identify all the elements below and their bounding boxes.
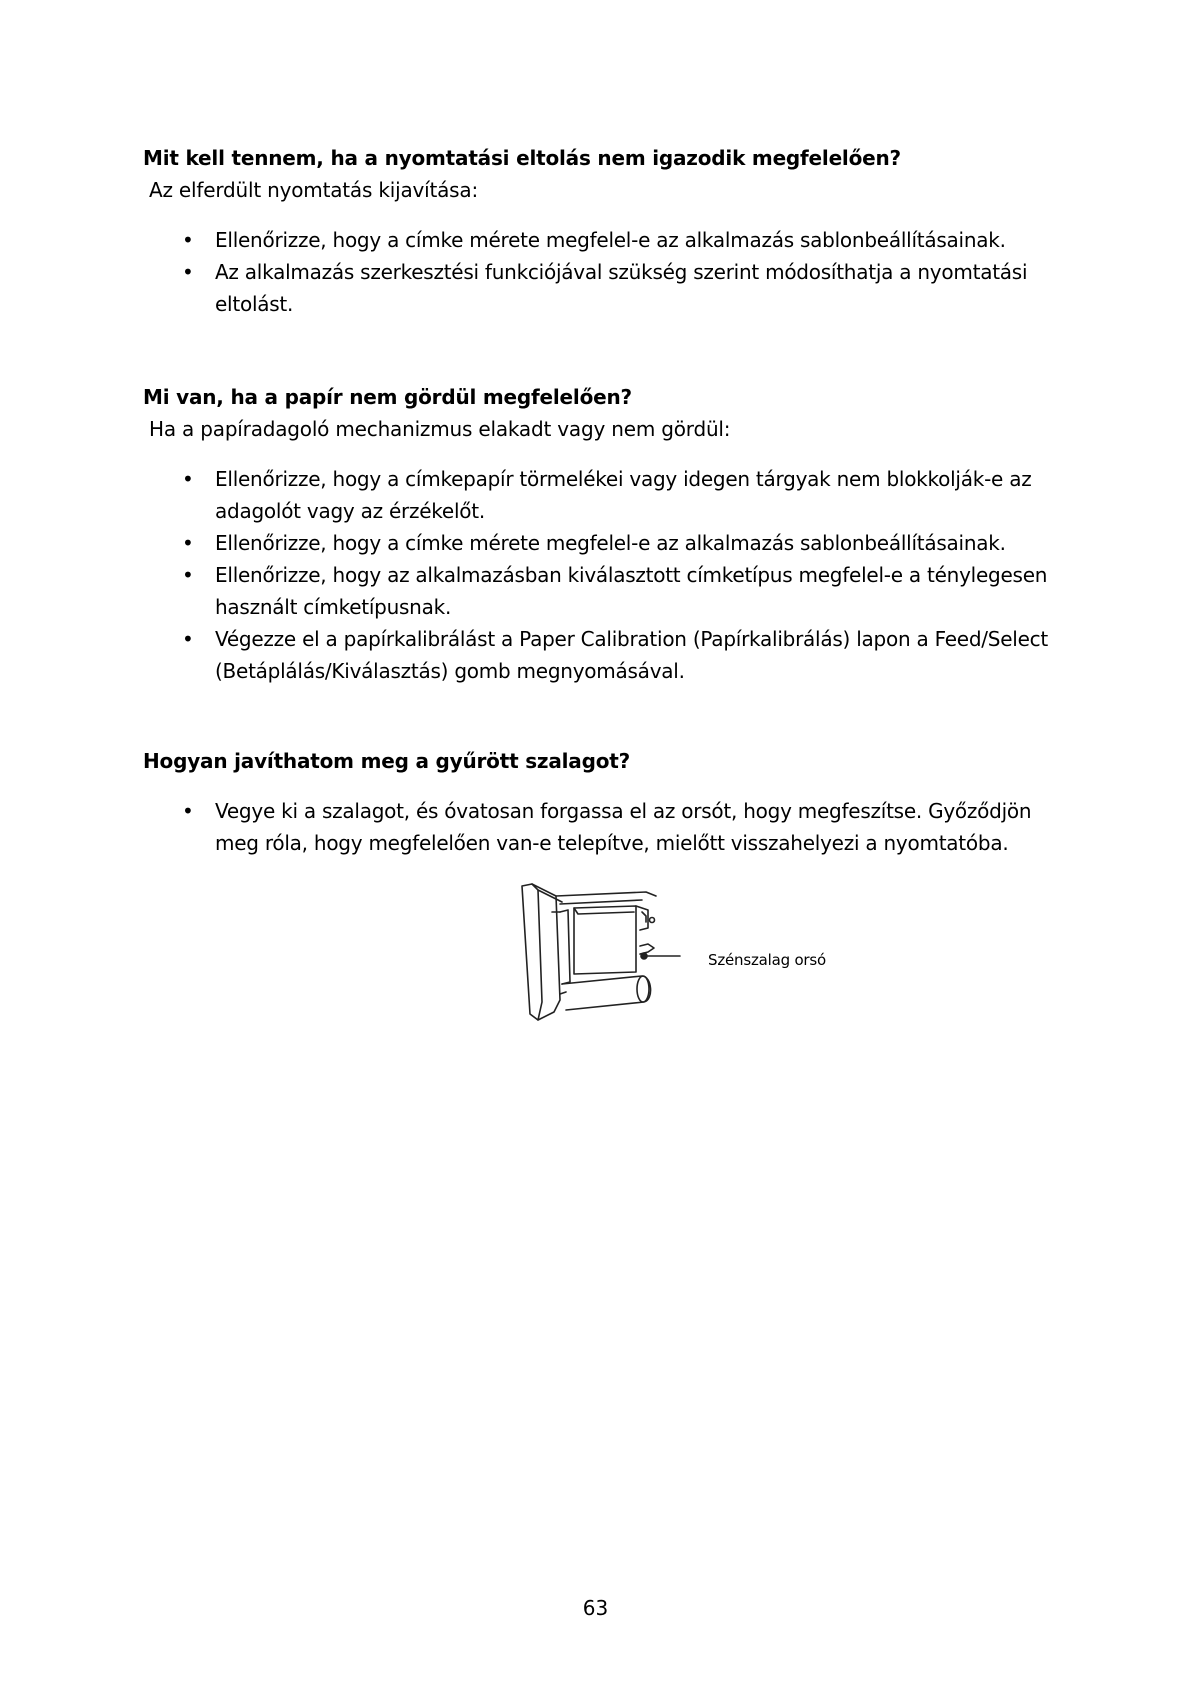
section-heading: Mit kell tennem, ha a nyomtatási eltolás nem igazodik megfelelően? xyxy=(143,146,901,170)
section-heading: Hogyan javíthatom meg a gyűrött szalagot? xyxy=(143,749,631,773)
list-item: • Ellenőrizze, hogy a címke mérete megfelel-e az alkalmazás sablonbeállításainak. xyxy=(143,527,1063,559)
bullet-list xyxy=(143,795,1063,859)
figure-label-ribbon-spool: Szénszalag orsó xyxy=(708,951,826,969)
faq-section-ribbon xyxy=(143,745,1063,859)
bullet-icon: • xyxy=(182,799,194,823)
bullet-list xyxy=(143,463,1063,687)
list-item: • Vegye ki a szalagot, és óvatosan forgassa el az orsót, hogy megfeszítse. Győződjön meg róla, hogy megfelelően van-e telepítve, mielőtt visszahelyezi a nyomtatóba. xyxy=(143,795,1063,859)
bullet-list xyxy=(143,224,1063,320)
section-intro: Ha a papíradagoló mechanizmus elakadt vagy nem gördül: xyxy=(149,417,731,441)
bullet-icon: • xyxy=(182,467,194,491)
page-number: 63 xyxy=(582,1596,609,1620)
bullet-icon: • xyxy=(182,627,194,651)
faq-section-paper-feed xyxy=(143,381,1063,687)
bullet-icon: • xyxy=(182,531,194,555)
list-item: • Ellenőrizze, hogy a címke mérete megfelel-e az alkalmazás sablonbeállításainak. xyxy=(143,224,1063,256)
section-heading: Mi van, ha a papír nem gördül megfelelően? xyxy=(143,385,632,409)
cartridge-top-edge xyxy=(556,892,656,896)
bullet-icon: • xyxy=(182,260,194,284)
list-item: • Az alkalmazás szerkesztési funkciójával szükség szerint módosíthatja a nyomtatási eltolást. xyxy=(143,256,1063,320)
list-item: • Ellenőrizze, hogy az alkalmazásban kiválasztott címketípus megfelel-e a ténylegesen használt címketípusnak. xyxy=(143,559,1063,623)
bullet-icon: • xyxy=(182,228,194,252)
list-item: • Ellenőrizze, hogy a címkepapír törmelékei vagy idegen tárgyak nem blokkolják-e az adagolót vagy az érzékelőt. xyxy=(143,463,1063,527)
faq-section-print-offset xyxy=(143,142,1063,320)
section-intro: Az elferdült nyomtatás kijavítása: xyxy=(149,178,479,202)
list-item: • Végezze el a papírkalibrálást a Paper Calibration (Papírkalibrálás) lapon a Feed/Select (Betáplálás/Kiválasztás) gomb megnyomásával. xyxy=(143,623,1063,687)
ribbon-sheet xyxy=(574,906,636,974)
bullet-icon: • xyxy=(182,563,194,587)
